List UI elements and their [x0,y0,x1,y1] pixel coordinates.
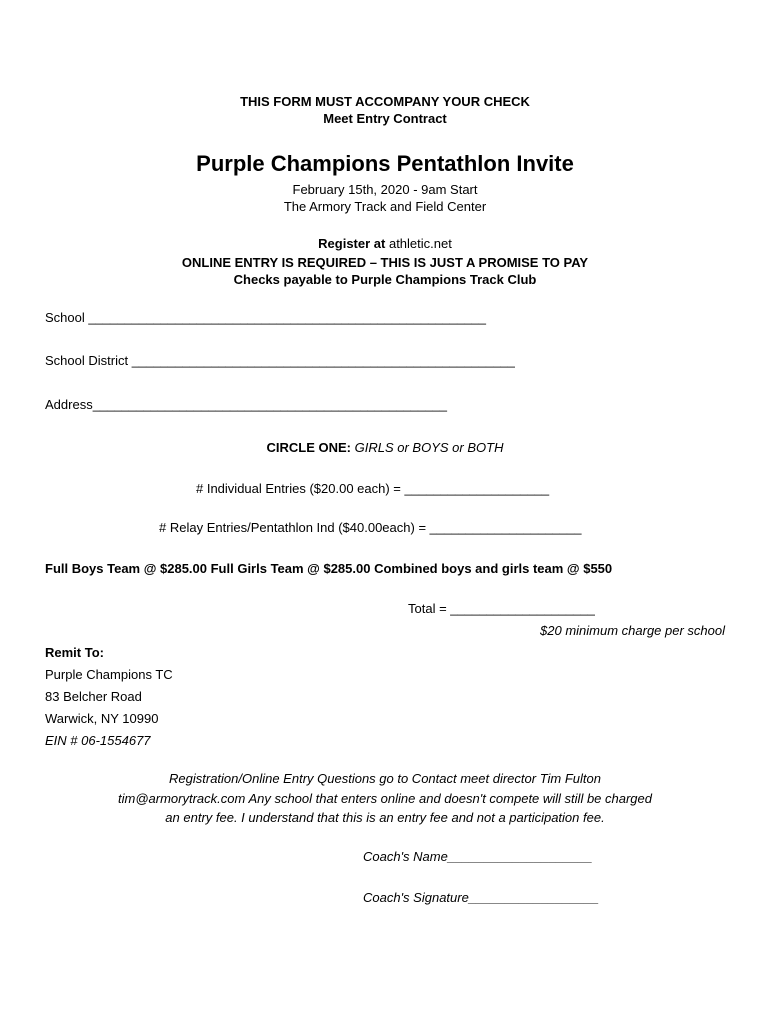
remit-ein: EIN # 06-1554677 [45,733,151,748]
individual-entries-field[interactable]: # Individual Entries ($20.00 each) = ____________________ [196,481,550,496]
team-pricing: Full Boys Team @ $285.00 Full Girls Team @ $285.00 Combined boys and girls team @ $550 [45,561,613,576]
checks-payable: Checks payable to Purple Champions Track Club [233,272,537,287]
register-site: athletic.net [388,236,452,251]
event-date: February 15th, 2020 - 9am Start [292,182,478,197]
page-title: Purple Champions Pentathlon Invite [196,151,574,176]
notice-line-1: Registration/Online Entry Questions go to Contact meet director Tim Fulton [169,771,601,786]
coach-signature-field[interactable]: Coach's Signature__________________ [363,890,599,905]
coach-name-field[interactable]: Coach's Name____________________ [363,849,593,864]
notice-line-3: an entry fee. I understand that this is an entry fee and not a participation fee. [165,810,605,825]
remit-street: 83 Belcher Road [45,689,142,704]
header-line-1: THIS FORM MUST ACCOMPANY YOUR CHECK [240,94,530,109]
event-venue: The Armory Track and Field Center [283,199,487,214]
address-field[interactable]: Address_________________________________________________ [45,397,447,412]
circle-one-label: CIRCLE ONE: [266,440,355,455]
register-line [0,236,770,251]
circle-one-options[interactable]: GIRLS or BOYS or BOTH [354,440,504,455]
remit-city: Warwick, NY 10990 [45,711,159,726]
school-district-field[interactable]: School District _____________________________________________________ [45,353,515,368]
register-label: Register at [318,236,389,251]
minimum-charge-note: $20 minimum charge per school [540,623,725,638]
total-field[interactable]: Total = ____________________ [408,601,595,616]
header-line-2: Meet Entry Contract [323,111,447,126]
relay-entries-field[interactable]: # Relay Entries/Pentathlon Ind ($40.00each) = _____________________ [159,520,582,535]
remit-name: Purple Champions TC [45,667,173,682]
circle-one-line [0,440,770,455]
school-field[interactable]: School _______________________________________________________ [45,310,487,325]
notice-line-2: tim@armorytrack.com Any school that enters online and doesn't compete will still be charged [118,791,652,806]
remit-heading: Remit To: [45,645,104,660]
online-entry-notice: ONLINE ENTRY IS REQUIRED – THIS IS JUST A PROMISE TO PAY [181,255,589,270]
